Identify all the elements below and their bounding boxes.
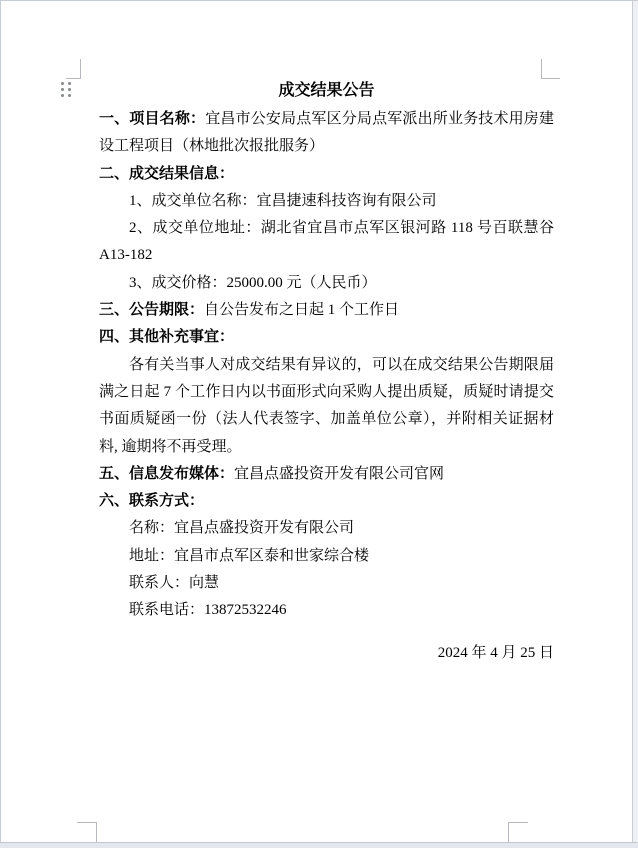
crop-mark-bottom-left-icon [77, 822, 97, 842]
paragraph-heading: 六、联系方式： [99, 493, 205, 510]
paragraph-text: 2、成交单位地址：湖北省宜昌市点军区银河路 118 号百联慧谷 A13-182 [99, 220, 554, 264]
paragraph-list [99, 106, 554, 625]
paragraph-text: 宜昌点盛投资开发有限公司官网 [234, 465, 445, 482]
drag-handle-dot [68, 88, 71, 91]
drag-handle-dot [61, 94, 64, 97]
paragraph-heading: 二、成交结果信息： [99, 165, 235, 182]
page-edge-top [0, 0, 638, 1]
paragraph [99, 297, 554, 324]
paragraph [99, 597, 554, 624]
paragraph-text: 联系电话：13872532246 [129, 602, 287, 619]
crop-mark-top-left-icon [66, 59, 81, 79]
paragraph-heading: 五、信息发布媒体： [99, 465, 235, 482]
paragraph [99, 161, 554, 188]
page-gap-strip [0, 842, 638, 848]
paragraph-text: 宜昌市公安局点军区分局点军派出所业务技术用房建设工程项目（林地批次报批服务） [99, 111, 554, 155]
drag-handle-dot [61, 82, 64, 85]
document-body [99, 106, 554, 667]
paragraph [99, 515, 554, 542]
paragraph-text: 3、成交价格：25000.00 元（人民币） [129, 274, 377, 291]
drag-handle-dot [68, 82, 71, 85]
page-right-gutter [633, 1, 638, 842]
paragraph-heading: 三、公告期限： [99, 302, 205, 319]
document-date: 2024 年 4 月 25 日 [437, 644, 554, 661]
paragraph-text: 1、成交单位名称：宜昌捷速科技咨询有限公司 [129, 192, 437, 209]
crop-mark-bottom-right-icon [508, 822, 528, 842]
paragraph [99, 324, 554, 351]
paragraph [99, 488, 554, 515]
paragraph [99, 215, 554, 270]
page-edge-left [0, 0, 1, 848]
paragraph-text: 联系人：向慧 [129, 575, 220, 592]
drag-handle-dot [61, 88, 64, 91]
paragraph [99, 270, 554, 297]
paragraph-text: 自公告发布之日起 1 个工作日 [204, 302, 400, 319]
paragraph [99, 570, 554, 597]
paragraph-text: 地址：宜昌市点军区泰和世家综合楼 [129, 547, 370, 564]
paragraph [99, 106, 554, 161]
crop-mark-top-right-icon [541, 59, 560, 79]
paragraph-heading: 一、项目名称： [99, 111, 206, 127]
drag-handle-icon[interactable] [61, 82, 71, 97]
paragraph [99, 352, 554, 461]
paragraph [99, 188, 554, 215]
drag-handle-dot [68, 94, 71, 97]
paragraph-heading: 四、其他补充事宜： [99, 329, 235, 346]
document-title: 成交结果公告 [278, 82, 375, 99]
paragraph-text: 名称：宜昌点盛投资开发有限公司 [129, 520, 355, 537]
page-edge-right [632, 0, 633, 848]
paragraph-text: 各有关当事人对成交结果有异议的，可以在成交结果公告期限届满之日起 7 个工作日内以书面形式向采购人提出质疑，质疑时请提交书面质疑函一份（法人代表签字、加盖单位公章），并附相关证据材料, 逾期将不再受理。 [99, 356, 554, 455]
paragraph [99, 461, 554, 488]
paragraph [99, 543, 554, 570]
